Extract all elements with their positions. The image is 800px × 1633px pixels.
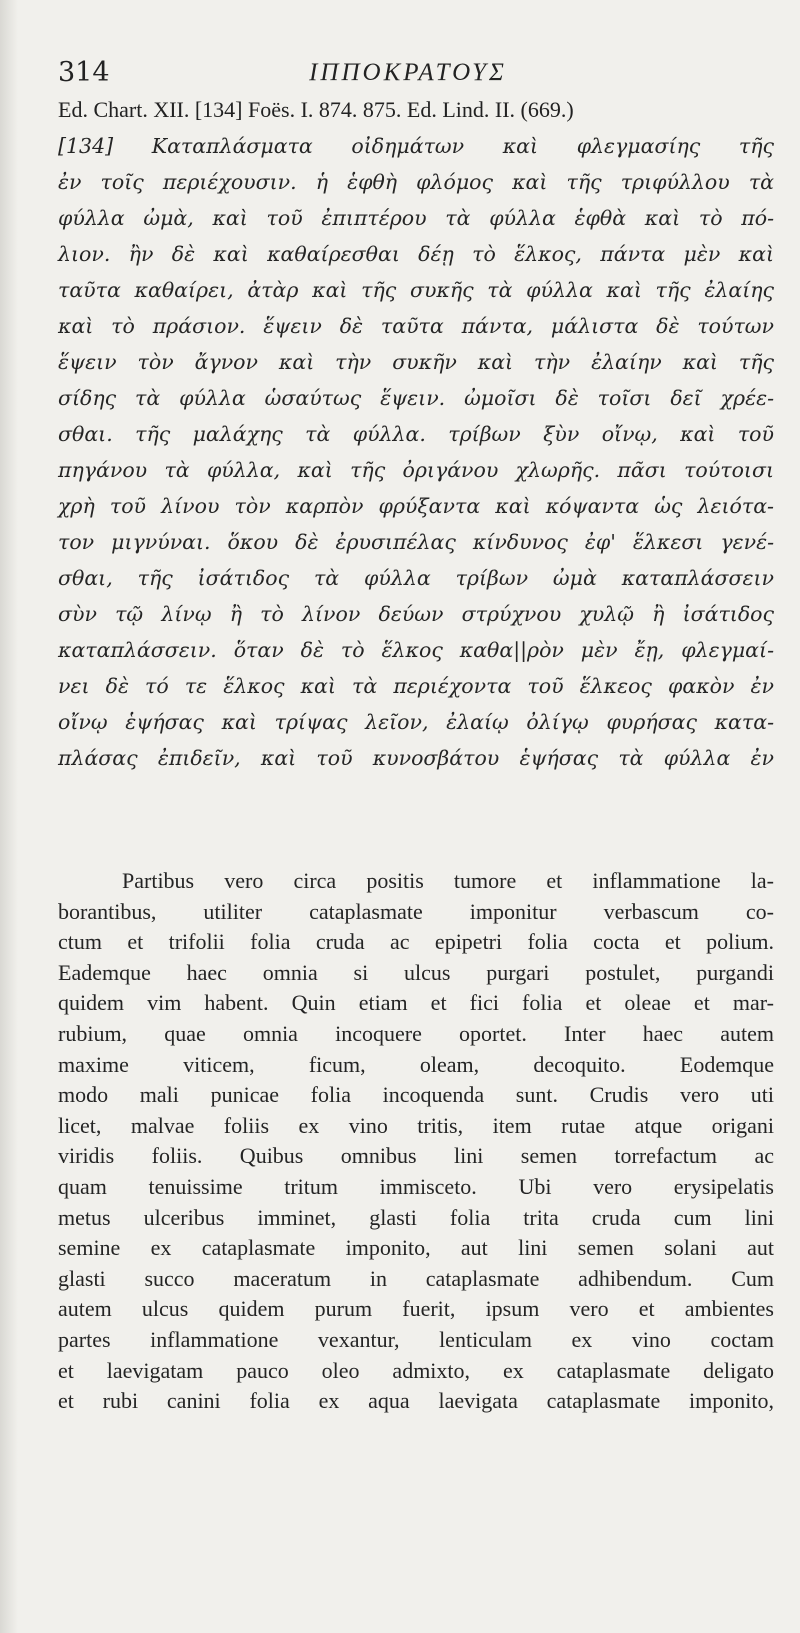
greek-text-line: νει δὲ τό τε ἕλκος καὶ τὰ περιέχοντα τοῦ ἕλκεος φακὸν ἐν: [58, 674, 774, 698]
latin-text-line: maxime viticem, ficum, oleam, decoquito. Eodemque: [58, 1051, 774, 1077]
greek-text-line: καταπλάσσειν. ὅταν δὲ τὸ ἕλκος καθα||ρὸν μὲν ἔῃ, φλεγμαί-: [58, 638, 774, 662]
page-number: 314: [58, 57, 110, 88]
latin-text-line: quam tenuissime tritum immisceto. Ubi vero erysipelatis: [58, 1173, 774, 1199]
greek-text-line: [134] Καταπλάσματα οἰδημάτων καὶ φλεγμασίης τῆς: [58, 134, 774, 158]
greek-text-line: οἴνῳ ἑψήσας καὶ τρίψας λεῖον, ἐλαίῳ ὀλίγῳ φυρήσας κατα-: [58, 710, 774, 734]
greek-text-line: πηγάνου τὰ φύλλα, καὶ τῆς ὀριγάνου χλωρῆς. πᾶσι τούτοισι: [58, 458, 774, 482]
greek-text-line: καὶ τὸ πράσιον. ἕψειν δὲ ταῦτα πάντα, μάλιστα δὲ τούτων: [58, 314, 774, 338]
latin-text-block: [58, 866, 774, 1417]
latin-text-line: rubium, quae omnia incoquere oportet. Inter haec autem: [58, 1020, 774, 1046]
latin-text-line: modo mali punicae folia incoquenda sunt. Crudis vero uti: [58, 1082, 774, 1108]
running-head: ΙΠΠΟΚΡΑΤΟΥΣ: [309, 59, 507, 86]
page-header: [58, 48, 758, 98]
greek-text-line: σθαι. τῆς μαλάχης τὰ φύλλα. τρίβων ξὺν οἴνῳ, καὶ τοῦ: [58, 422, 774, 446]
greek-text-line: σὺν τῷ λίνῳ ἢ τὸ λίνον δεύων στρύχνου χυλῷ ἢ ἰσάτιδος: [58, 602, 774, 626]
latin-text-line: ctum et trifolii folia cruda ac epipetri folia cocta et polium.: [58, 929, 774, 955]
edition-reference: Ed. Chart. XII. [134] Foës. I. 874. 875. Ed. Lind. II. (669.): [58, 97, 574, 122]
greek-text-line: λιον. ἢν δὲ καὶ καθαίρεσθαι δέῃ τὸ ἕλκος, πάντα μὲν καὶ: [58, 242, 774, 266]
greek-text-block: [58, 128, 774, 776]
latin-text-line: quidem vim habent. Quin etiam et fici folia et oleae et mar-: [58, 990, 774, 1016]
latin-text-line: et rubi canini folia ex aqua laevigata cataplasmate imponito,: [58, 1388, 774, 1414]
latin-text-line: autem ulcus quidem purum fuerit, ipsum vero et ambientes: [58, 1296, 774, 1322]
latin-text-line: borantibus, utiliter cataplasmate imponitur verbascum co-: [58, 898, 774, 924]
latin-text-line: Partibus vero circa positis tumore et inflammatione la-: [122, 868, 774, 893]
greek-text-line: τον μιγνύναι. ὅκου δὲ ἐρυσιπέλας κίνδυνος ἐφ' ἕλκεσι γενέ-: [58, 530, 774, 554]
latin-text-line: et laevigatam pauco oleo admixto, ex cataplasmate deligato: [58, 1357, 774, 1383]
greek-text-line: ἕψειν τὸν ἄγνον καὶ τὴν συκῆν καὶ τὴν ἐλαίην καὶ τῆς: [58, 350, 774, 374]
greek-text-line: φύλλα ὠμὰ, καὶ τοῦ ἐπιπτέρου τὰ φύλλα ἑφθὰ καὶ τὸ πό-: [58, 206, 774, 230]
latin-text-line: licet, malvae foliis ex vino tritis, item rutae atque origani: [58, 1112, 774, 1138]
latin-text-line: semine ex cataplasmate imponito, aut lini semen solani aut: [58, 1235, 774, 1261]
greek-text-line: σίδης τὰ φύλλα ὡσαύτως ἕψειν. ὠμοῖσι δὲ τοῖσι δεῖ χρέε-: [58, 386, 774, 410]
latin-text-line: glasti succo maceratum in cataplasmate adhibendum. Cum: [58, 1265, 774, 1291]
page-gutter-shadow: [0, 0, 18, 1633]
latin-text-line: metus ulceribus imminet, glasti folia trita cruda cum lini: [58, 1204, 774, 1230]
latin-text-line: Eademque haec omnia si ulcus purgari postulet, purgandi: [58, 959, 774, 985]
greek-text-line: σθαι, τῆς ἰσάτιδος τὰ φύλλα τρίβων ὠμὰ καταπλάσσειν: [58, 566, 774, 590]
latin-text-line: partes inflammatione vexantur, lenticulam ex vino coctam: [58, 1326, 774, 1352]
greek-text-line: ταῦτα καθαίρει, ἀτὰρ καὶ τῆς συκῆς τὰ φύλλα καὶ τῆς ἐλαίης: [58, 278, 774, 302]
greek-text-line: πλάσας ἐπιδεῖν, καὶ τοῦ κυνοσβάτου ἑψήσας τὰ φύλλα ἐν: [58, 746, 774, 770]
greek-text-line: χρὴ τοῦ λίνου τὸν καρπὸν φρύξαντα καὶ κόψαντα ὡς λειότα-: [58, 494, 774, 518]
greek-text-line: ἐν τοῖς περιέχουσιν. ἡ ἑφθὴ φλόμος καὶ τῆς τριφύλλου τὰ: [58, 170, 774, 194]
latin-text-line: viridis foliis. Quibus omnibus lini semen torrefactum ac: [58, 1143, 774, 1169]
